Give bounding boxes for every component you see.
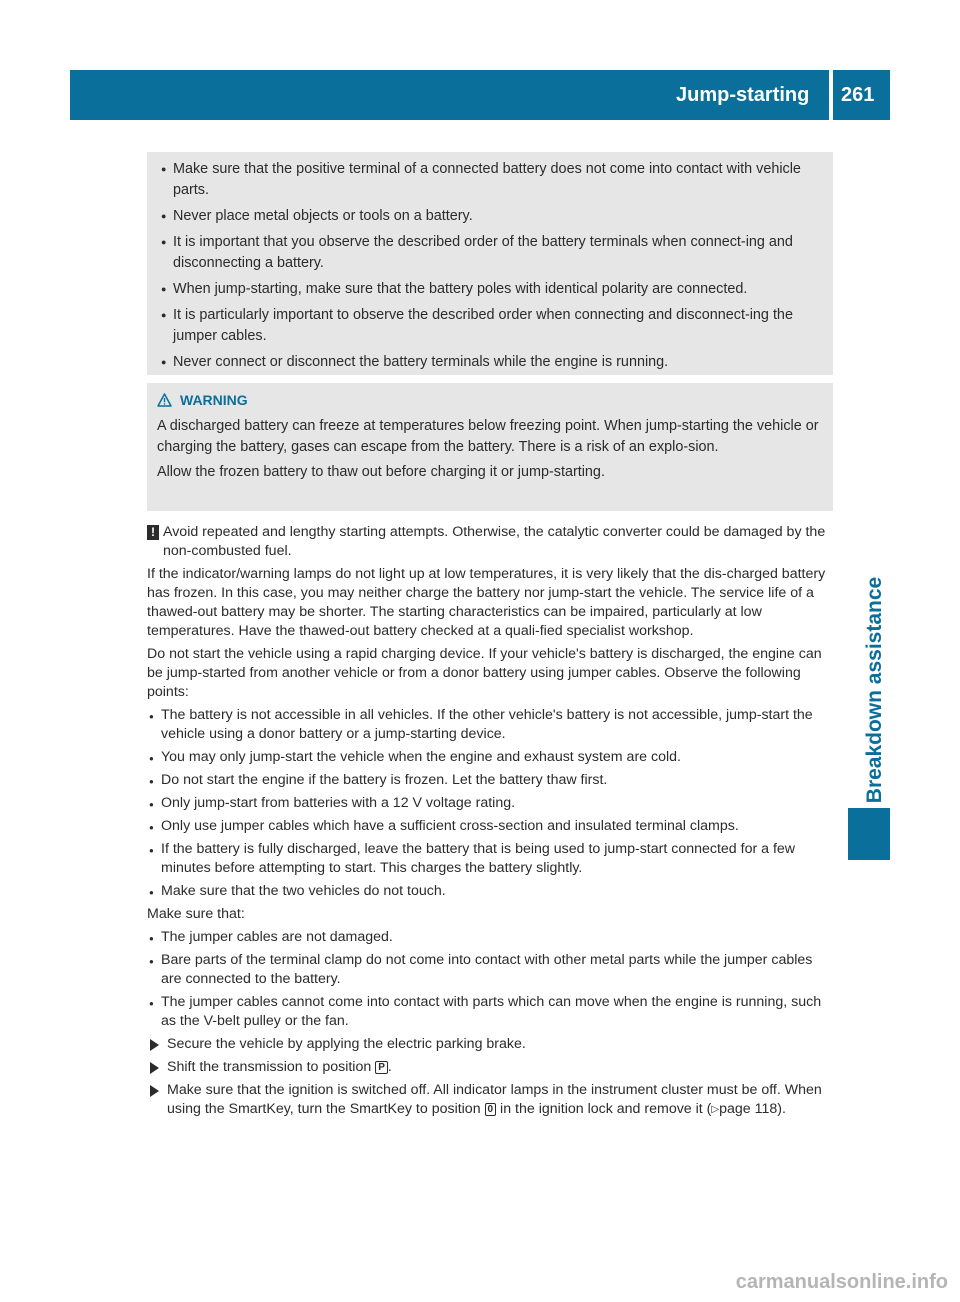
list-item: ● The jumper cables are not damaged. bbox=[149, 928, 832, 947]
main-content bbox=[147, 523, 832, 1123]
header-divider bbox=[829, 70, 833, 120]
list-item: ● The jumper cables cannot come into contact with parts which can move when the engine is running, such as the V-belt pulley or the fan. bbox=[149, 993, 832, 1031]
park-position-key: P bbox=[375, 1061, 388, 1074]
step-arrow-icon bbox=[149, 1084, 160, 1098]
warning-heading bbox=[157, 390, 823, 410]
step-text: . bbox=[387, 1059, 392, 1075]
step-text: ). bbox=[777, 1101, 786, 1117]
list-item: ● Make sure that the positive terminal of a connected battery does not come into contact with vehicle parts. bbox=[161, 159, 825, 201]
instruction-step bbox=[149, 1081, 832, 1119]
instruction-step bbox=[149, 1035, 832, 1054]
list-item: ● Bare parts of the terminal clamp do not come into contact with other metal parts while the jumper cables are connected to the battery. bbox=[149, 951, 832, 989]
list-item: ● Never connect or disconnect the battery terminals while the engine is running. bbox=[161, 352, 825, 373]
list-item: ● If the battery is fully discharged, leave the battery that is being used to jump-start connected for a few minutes before attempting to start. This charges the battery slightly. bbox=[149, 840, 832, 878]
list-item: ● Never place metal objects or tools on a battery. bbox=[161, 206, 825, 227]
list-item: ● It is particularly important to observe the described order when connecting and disconnect-ing the jumper cables. bbox=[161, 305, 825, 347]
step-arrow-icon bbox=[149, 1038, 160, 1052]
safety-notes-box bbox=[147, 152, 833, 375]
warning-text: Allow the frozen battery to thaw out before charging it or jump-starting. bbox=[157, 464, 605, 480]
page-reference-icon: ▷ bbox=[711, 1104, 720, 1115]
warning-text: A discharged battery can freeze at temperatures below freezing point. When jump-starting the vehicle or charging the battery, gases can escape from the battery. There is a risk of an explo-sion. bbox=[157, 418, 819, 455]
step-arrow-icon bbox=[149, 1061, 160, 1075]
watermark: carmanualsonline.info bbox=[735, 1271, 948, 1293]
body-paragraph: Do not start the vehicle using a rapid charging device. If your vehicle's battery is discharged, the engine can be jump-started from another vehicle or from a donor battery using jumper cables. Observe the following points: bbox=[147, 646, 822, 700]
exclamation-icon: ! bbox=[147, 525, 159, 540]
list-item: ● Only jump-start from batteries with a 12 V voltage rating. bbox=[149, 794, 832, 813]
chapter-side-marker bbox=[848, 808, 890, 860]
list-item: ● It is important that you observe the described order of the battery terminals when connect-ing and disconnecting a battery. bbox=[161, 232, 825, 274]
instruction-step bbox=[149, 1058, 832, 1077]
warning-box bbox=[147, 383, 833, 511]
page-reference-link[interactable]: page 118 bbox=[719, 1101, 778, 1117]
list-item: ● Do not start the engine if the battery is frozen. Let the battery thaw first. bbox=[149, 771, 832, 790]
step-text: Shift the transmission to position bbox=[167, 1059, 376, 1075]
list-item: ● When jump-starting, make sure that the battery poles with identical polarity are connected. bbox=[161, 279, 825, 300]
body-paragraph: If the indicator/warning lamps do not light up at low temperatures, it is very likely that the dis-charged battery has frozen. In this case, you may neither charge the battery nor jump-start the vehicle. The service life of a thawed-out battery may be shorter. The starting characteristics can be impaired, particularly at low temperatures. Have the thawed-out battery checked at a quali-fied specialist workshop. bbox=[147, 566, 826, 639]
page-number: 261 bbox=[841, 84, 875, 106]
list-item: ● Only use jumper cables which have a sufficient cross-section and insulated terminal clamps. bbox=[149, 817, 832, 836]
section-title: Jump-starting bbox=[676, 84, 810, 106]
list-item: ● Make sure that the two vehicles do not touch. bbox=[149, 882, 832, 901]
step-text: in the ignition lock and remove it ( bbox=[496, 1101, 712, 1117]
step-text: Secure the vehicle by applying the electric parking brake. bbox=[167, 1036, 526, 1052]
ignition-position-key: 0 bbox=[485, 1103, 497, 1116]
make-sure-label: Make sure that: bbox=[147, 906, 245, 922]
notice-paragraph bbox=[147, 523, 832, 561]
list-item: ● The battery is not accessible in all vehicles. If the other vehicle's battery is not accessible, jump-start the vehicle using a donor battery or a jump-starting device. bbox=[149, 706, 832, 744]
chapter-side-tab[interactable]: Breakdown assistance bbox=[863, 576, 886, 804]
list-item: ● You may only jump-start the vehicle when the engine and exhaust system are cold. bbox=[149, 748, 832, 767]
warning-label: WARNING bbox=[180, 392, 248, 408]
notice-text: Avoid repeated and lengthy starting attempts. Otherwise, the catalytic converter could be damaged by the non-combusted fuel. bbox=[163, 524, 826, 559]
step-text: Make sure that the ignition is switched off. All indicator lamps in the instrument cluster must be off. When using the SmartKey, turn the SmartKey to position bbox=[167, 1082, 822, 1117]
warning-triangle-icon bbox=[157, 393, 172, 407]
